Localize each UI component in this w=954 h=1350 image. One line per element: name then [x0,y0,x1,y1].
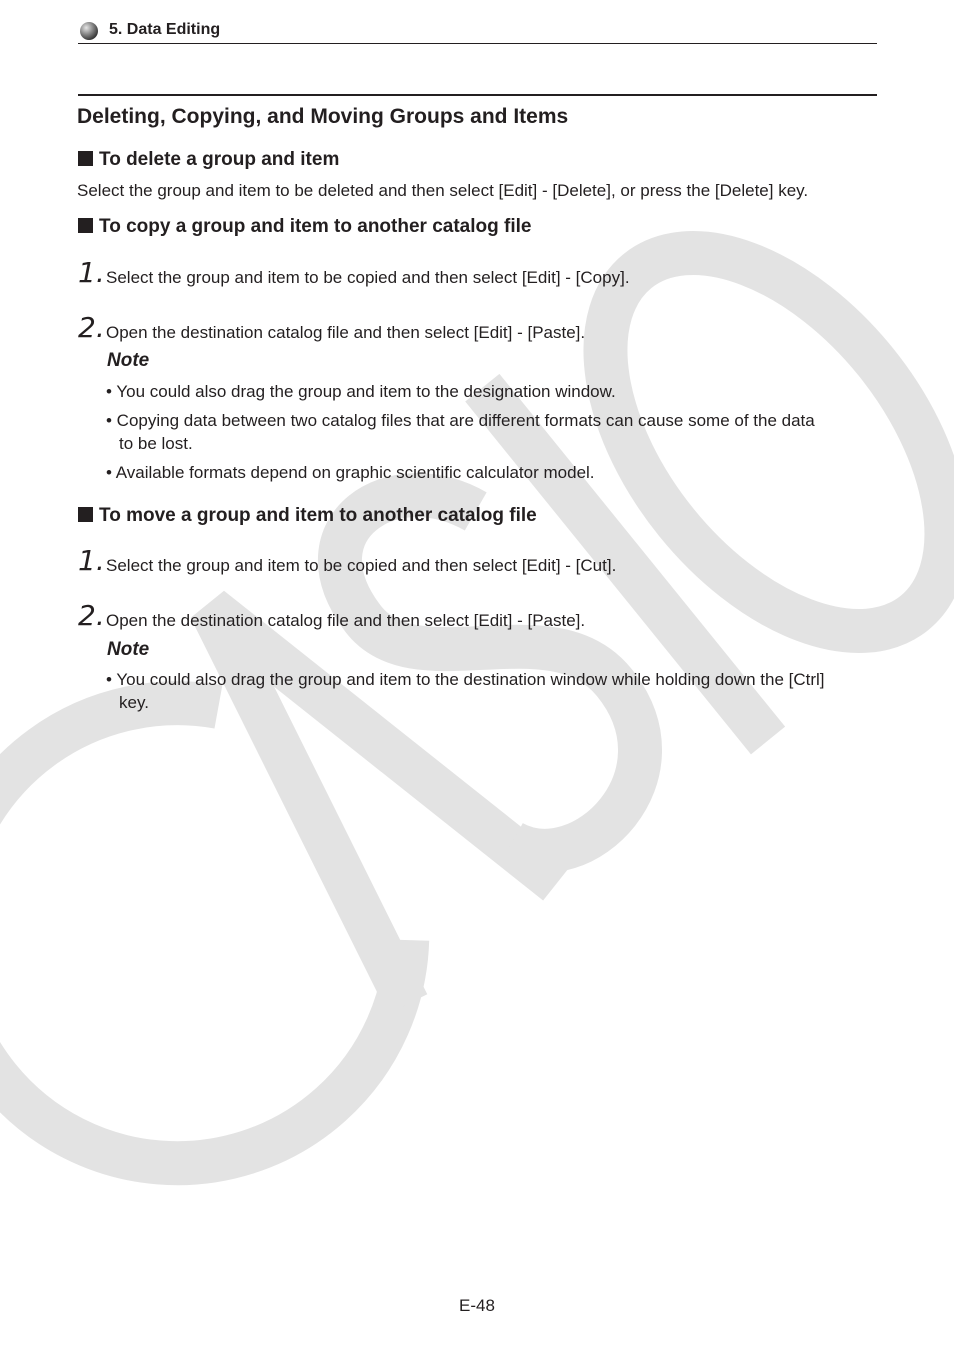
copy-note-item: • Copying data between two catalog files that are different formats can cause some of the data [106,411,815,430]
move-note-item: • You could also drag the group and item to the destination window while holding down the [Ctrl] [106,670,825,689]
square-bullet-icon [78,151,93,166]
copy-note-item: • Available formats depend on graphic scientific calculator model. [106,463,595,482]
page-title: Deleting, Copying, and Moving Groups and Items [77,105,569,128]
bullet-ball-icon [80,22,98,40]
move-step-1-text: Select the group and item to be copied and then select [Edit] - [Cut]. [106,556,617,575]
copy-step-1-text: Select the group and item to be copied and then select [Edit] - [Copy]. [106,268,630,287]
copy-step-1-number: 1. [78,256,105,289]
page-number: E-48 [459,1296,495,1315]
move-step-1-number: 1. [78,544,105,577]
copy-step-2-text: Open the destination catalog file and then select [Edit] - [Paste]. [106,323,586,342]
move-note-heading: Note [107,639,150,660]
running-header [78,18,877,44]
move-note-item-continued: key. [119,693,149,712]
copy-step-2-number: 2. [78,311,105,344]
header-section-title: 5. Data Editing [109,21,221,38]
copy-note-heading: Note [107,350,150,371]
move-step-2-number: 2. [78,599,105,632]
section-divider [78,94,877,96]
delete-heading: To delete a group and item [78,149,339,171]
copy-note-item-continued: to be lost. [119,434,193,453]
delete-text: Select the group and item to be deleted and then select [Edit] - [Delete], or press the [Delete] key. [77,181,809,200]
move-step-2-text: Open the destination catalog file and then select [Edit] - [Paste]. [106,611,586,630]
square-bullet-icon [78,218,93,233]
copy-heading: To copy a group and item to another catalog file [78,216,531,238]
square-bullet-icon [78,507,93,522]
move-heading: To move a group and item to another catalog file [78,505,537,527]
copy-note-item: • You could also drag the group and item to the designation window. [106,382,616,401]
